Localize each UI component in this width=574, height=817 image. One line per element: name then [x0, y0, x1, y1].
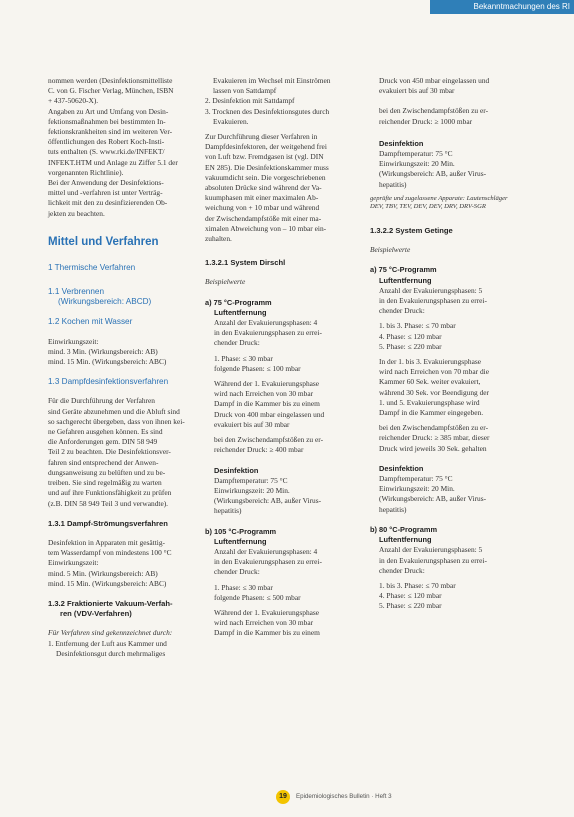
heading-kochen: 1.2 Kochen mit Wasser: [48, 317, 133, 327]
text-line: mind. 3 Min. (Wirkungsbereich: AB): [48, 346, 158, 356]
column-1: [48, 76, 188, 664]
text-line: EN 285). Die Desinfektionskammer muss: [205, 162, 329, 172]
text-line: Einwirkungszeit:: [48, 558, 99, 568]
text-line: hepatitis): [379, 179, 407, 189]
approved-devices-note: [370, 195, 520, 212]
text-line: 2. Desinfektion mit Sattdampf: [205, 96, 295, 106]
text-line: reichender Druck: ≥ 400 mbar: [214, 445, 304, 455]
text-line: sind Geräte abzunehmen und die Abluft sind: [48, 406, 180, 416]
text-line: lassen von Sattdampf: [213, 86, 277, 96]
text-line: mittel und -verfahren ist unter Verträg-: [48, 188, 163, 198]
program-a-p3: [370, 423, 520, 454]
text-line: C. von G. Fischer Verlag, München, ISBN: [48, 86, 174, 96]
text-line: a) 75 °C-Programm: [205, 297, 272, 307]
text-line: chender Druck:: [214, 338, 260, 348]
text-line: 1. Phase: ≤ 30 mbar: [214, 353, 273, 363]
text-line: in den Evakuierungsphasen zu errei-: [379, 555, 487, 565]
program-a-body: [205, 318, 353, 349]
text-line: 4. Phase: ≤ 120 mbar: [379, 331, 442, 341]
heading-1-3-2-1: 1.3.2.1 System Dirschl: [205, 258, 286, 268]
text-line: Anzahl der Evakuierungsphasen: 5: [379, 285, 483, 295]
program-a-list: [370, 321, 520, 352]
text-line: Für die Durchführung der Verfahren: [48, 396, 155, 406]
kochen-body: [48, 337, 188, 368]
text-line: hepatitis): [379, 504, 407, 514]
text-line: Evakuieren.: [213, 116, 249, 126]
page-number: 19: [276, 790, 290, 804]
text-line: vorgenannten Richtlinie).: [48, 167, 124, 177]
text-line: 1. Phase: ≤ 30 mbar: [214, 582, 273, 592]
text-line: nommen werden (Desinfektionsmittelliste: [48, 76, 173, 85]
text-line: chender Druck:: [379, 565, 425, 575]
program-b-list: [370, 581, 520, 612]
column-3: [370, 76, 520, 617]
heading-line: ren (VDV-Verfahren): [60, 609, 132, 619]
program-a-p3: [205, 435, 353, 455]
text-line: Für Verfahren sind gekennzeichnet durch:: [48, 628, 173, 638]
heading-1-3-1: 1.3.1 Dampf-Strömungsverfahren: [48, 518, 168, 528]
text-line: evakuiert bis auf 30 mbar: [379, 86, 455, 96]
text-line: ximalen Abweichung von – 10 mbar ein-: [205, 223, 327, 233]
text-line: Während der 1. Evakuierungsphase: [214, 379, 320, 389]
text-line: Desinfektion in Apparaten mit gesättig-: [48, 537, 165, 547]
program-a-p2: [205, 379, 353, 430]
text-line: während 30 Sek. vor Beendigung der: [379, 387, 490, 397]
intro-paragraph: [48, 76, 188, 219]
beispielwerte-label: Beispielwerte: [370, 245, 411, 255]
program-b-body: [205, 547, 353, 578]
program-b-body: [370, 545, 520, 576]
text-line: mind. 5 Min. (Wirkungsbereich: AB): [48, 568, 158, 578]
text-line: Dampf in die Kammer eingegeben.: [379, 408, 484, 418]
text-line: ne Gefahren ausgehen können. Es sind: [48, 427, 163, 437]
column-2: [205, 76, 353, 644]
text-line: Dampftemperatur: 75 °C: [379, 149, 453, 159]
text-line: wird nach Erreichen von 30 mbar: [214, 618, 314, 628]
program-b-title: [205, 527, 353, 547]
text-line: tuts enthalten (S. www.rki.de/INFEKT/: [48, 147, 165, 157]
text-line: der Zwischendampfstöße mit einer ma-: [205, 213, 322, 223]
text-line: DEV, TBV, TEV, DEV, DEV, DRV, DRV-SGR: [370, 203, 486, 211]
text-line: hepatitis): [214, 506, 242, 516]
text-line: Zur Durchführung dieser Verfahren in: [205, 132, 318, 142]
program-b-list: [205, 583, 353, 603]
text-line: treiben. Sie sind regelmäßig zu warten: [48, 478, 162, 488]
heading-line: (Wirkungsbereich: ABCD): [58, 297, 152, 307]
heading-line: 1.1 Verbrennen: [48, 287, 104, 297]
text-line: Anzahl der Evakuierungsphasen: 4: [214, 318, 318, 328]
col2-top: [205, 76, 353, 127]
text-line: Anzahl der Evakuierungsphasen: 5: [379, 545, 483, 555]
text-line: folgende Phasen: ≤ 500 mbar: [214, 592, 301, 602]
text-line: chender Druck:: [379, 306, 425, 316]
text-line: mind. 15 Min. (Wirkungsbereich: ABC): [48, 357, 167, 367]
text-line: so sachgerecht übergeben, dass von ihnen kei-: [48, 416, 185, 426]
text-line: lichkeit mit den zu desinfizierenden Ob-: [48, 198, 168, 208]
text-line: Einwirkungszeit: 20 Min.: [379, 484, 455, 494]
heading-1-3-2: [48, 599, 188, 619]
text-line: + 437-50620-X).: [48, 96, 99, 106]
text-line: Dampf in die Kammer bis zu einem: [214, 628, 320, 638]
text-line: Während der 1. Evakuierungsphase: [214, 607, 320, 617]
text-line: geprüfte und zugelassene Apparate: Lautenschläger: [370, 194, 508, 202]
text-line: Luftentfernung: [379, 275, 432, 285]
text-line: von Luft bzw. Fremdgasen ist (vgl. DIN: [205, 152, 324, 162]
text-line: jekten zu beachten.: [48, 208, 105, 218]
text-line: 5. Phase: ≤ 220 mbar: [379, 601, 442, 611]
section-header-bar: [430, 0, 574, 14]
s131-body: [48, 538, 188, 589]
text-line: kuumphasen mit einer maximalen Ab-: [205, 193, 319, 203]
program-a-p2: [370, 357, 520, 418]
text-line: Dampf in die Kammer bis zu einem: [214, 399, 320, 409]
text-line: Druck wird jeweils 30 Sek. gehalten: [379, 443, 487, 453]
text-line: mind. 15 Min. (Wirkungsbereich: ABC): [48, 578, 167, 588]
program-b-p2: [205, 608, 353, 639]
text-line: Einwirkungszeit:: [48, 336, 99, 346]
text-line: bei den Zwischendampfstößen zu er-: [214, 435, 324, 445]
text-line: Dampfdesinfektoren, der weitgehend frei: [205, 142, 327, 152]
text-line: bei den Zwischendampfstößen zu er-: [379, 106, 489, 116]
text-line: Kammer 60 Sek. weiter evakuiert,: [379, 377, 481, 387]
dampf-body: [48, 396, 188, 508]
program-a-title: [205, 298, 353, 318]
desinfektion-body: [205, 476, 353, 517]
text-line: in den Evakuierungsphasen zu errei-: [379, 296, 487, 306]
text-line: Luftentfernung: [214, 536, 267, 546]
text-line: Dampftemperatur: 75 °C: [214, 475, 288, 485]
text-line: INFEKT.HTM und Anlage zu Ziffer 5.1 der: [48, 157, 178, 167]
program-a-title: [370, 265, 520, 285]
footer-publication: Epidemiologisches Bulletin · Heft 3: [296, 793, 392, 800]
desinfektion-label-2: Desinfektion: [379, 463, 424, 473]
text-line: (Wirkungsbereich: AB, außer Virus-: [379, 494, 487, 504]
text-line: Evakuieren im Wechsel mit Einströmen: [213, 76, 331, 85]
col3-p2: [370, 106, 520, 126]
col3-top: [370, 76, 520, 96]
text-line: (Wirkungsbereich: AB, außer Virus-: [214, 496, 322, 506]
text-line: bei den Zwischendampfstößen zu er-: [379, 423, 489, 433]
text-line: Dampftemperatur: 75 °C: [379, 474, 453, 484]
text-line: und auf ihre Funktionsfähigkeit zu prüfen: [48, 488, 172, 498]
text-line: Druck von 400 mbar eingelassen und: [214, 409, 325, 419]
text-line: Anzahl der Evakuierungsphasen: 4: [214, 546, 318, 556]
text-line: wird nach Erreichen von 70 mbar die: [379, 367, 489, 377]
text-line: fektionskrankheiten sind im weiteren Ver-: [48, 127, 173, 137]
text-line: zuhalten.: [205, 234, 232, 244]
heading-line: 1.3.2 Fraktionierte Vakuum-Verfah-: [48, 598, 173, 608]
text-line: Einwirkungszeit: 20 Min.: [214, 485, 290, 495]
text-line: Luftentfernung: [379, 535, 432, 545]
text-line: die Anforderungen gem. DIN 58 949: [48, 437, 158, 447]
heading-mittel-und-verfahren: Mittel und Verfahren: [48, 235, 159, 248]
text-line: in den Evakuierungsphasen zu errei-: [214, 328, 322, 338]
text-line: In der 1. bis 3. Evakuierungsphase: [379, 357, 482, 367]
heading-dampfdesinfektion: 1.3 Dampfdesinfektionsverfahren: [48, 377, 169, 387]
desinfektion-body: [370, 149, 520, 190]
text-line: (z.B. DIN 58 949 Teil 3 und verwandte).: [48, 498, 169, 508]
text-line: reichender Druck: ≥ 385 mbar, dieser: [379, 433, 490, 443]
section-header-text: Bekanntmachungen des RI: [473, 2, 570, 11]
program-a-list: [205, 354, 353, 374]
text-line: a) 75 °C-Programm: [370, 265, 437, 275]
text-line: Teil 2 zu beachten. Die Desinfektionsver-: [48, 447, 171, 457]
text-line: folgende Phasen: ≤ 100 mbar: [214, 363, 301, 373]
desinfektion-label: Desinfektion: [379, 138, 424, 148]
text-line: b) 105 °C-Programm: [205, 526, 277, 536]
program-b-title: [370, 525, 520, 545]
text-line: weichung von + 10 mbar und während: [205, 203, 320, 213]
text-line: Bei der Anwendung der Desinfektions-: [48, 178, 164, 188]
text-line: Einwirkungszeit: 20 Min.: [379, 159, 455, 169]
heading-thermische-verfahren: 1 Thermische Verfahren: [48, 262, 136, 272]
text-line: dungsanweisung zu belüften und zu be-: [48, 467, 166, 477]
text-line: 1. bis 3. Phase: ≤ 70 mbar: [379, 321, 456, 331]
program-a-body: [370, 286, 520, 317]
s132-intro: [48, 628, 188, 659]
heading-verbrennen: [48, 287, 188, 307]
text-line: wird nach Erreichen von 30 mbar: [214, 389, 314, 399]
text-line: 5. Phase: ≤ 220 mbar: [379, 341, 442, 351]
text-line: Luftentfernung: [214, 307, 267, 317]
text-line: Desinfektionsgut durch mehrmaliges: [56, 648, 166, 658]
text-line: in den Evakuierungsphasen zu errei-: [214, 557, 322, 567]
beispielwerte-label: Beispielwerte: [205, 277, 246, 287]
text-line: (Wirkungsbereich: AB, außer Virus-: [379, 169, 487, 179]
text-line: 1. bis 3. Phase: ≤ 70 mbar: [379, 580, 456, 590]
col2-p2: [205, 132, 353, 244]
text-line: vakuumdicht sein. Die vorgeschriebenen: [205, 172, 326, 182]
text-line: Angaben zu Art und Umfang von Desin-: [48, 106, 169, 116]
text-line: Druck von 450 mbar eingelassen und: [379, 76, 490, 85]
text-line: absoluten Drücke sind während der Va-: [205, 183, 322, 193]
text-line: öffentlichungen des Robert Koch-Insti-: [48, 137, 165, 147]
desinfektion-body-2: [370, 474, 520, 515]
text-line: fektionsmaßnahmen bei bestimmten In-: [48, 116, 166, 126]
text-line: fahren sind entsprechend der Anwen-: [48, 457, 159, 467]
desinfektion-label: Desinfektion: [214, 465, 259, 475]
text-line: 3. Trocknen des Desinfektionsgutes durch: [205, 106, 330, 116]
text-line: tem Wasserdampf von mindestens 100 °C: [48, 548, 172, 558]
text-line: reichender Druck: ≥ 1000 mbar: [379, 116, 473, 126]
text-line: 4. Phase: ≤ 120 mbar: [379, 591, 442, 601]
text-line: evakuiert bis auf 30 mbar: [214, 419, 290, 429]
text-line: chender Druck:: [214, 567, 260, 577]
heading-1-3-2-2: 1.3.2.2 System Getinge: [370, 226, 453, 236]
text-line: 1. Entfernung der Luft aus Kammer und: [48, 638, 167, 648]
text-line: b) 80 °C-Programm: [370, 524, 438, 534]
text-line: 1. und 5. Evakuierungsphase wird: [379, 397, 480, 407]
